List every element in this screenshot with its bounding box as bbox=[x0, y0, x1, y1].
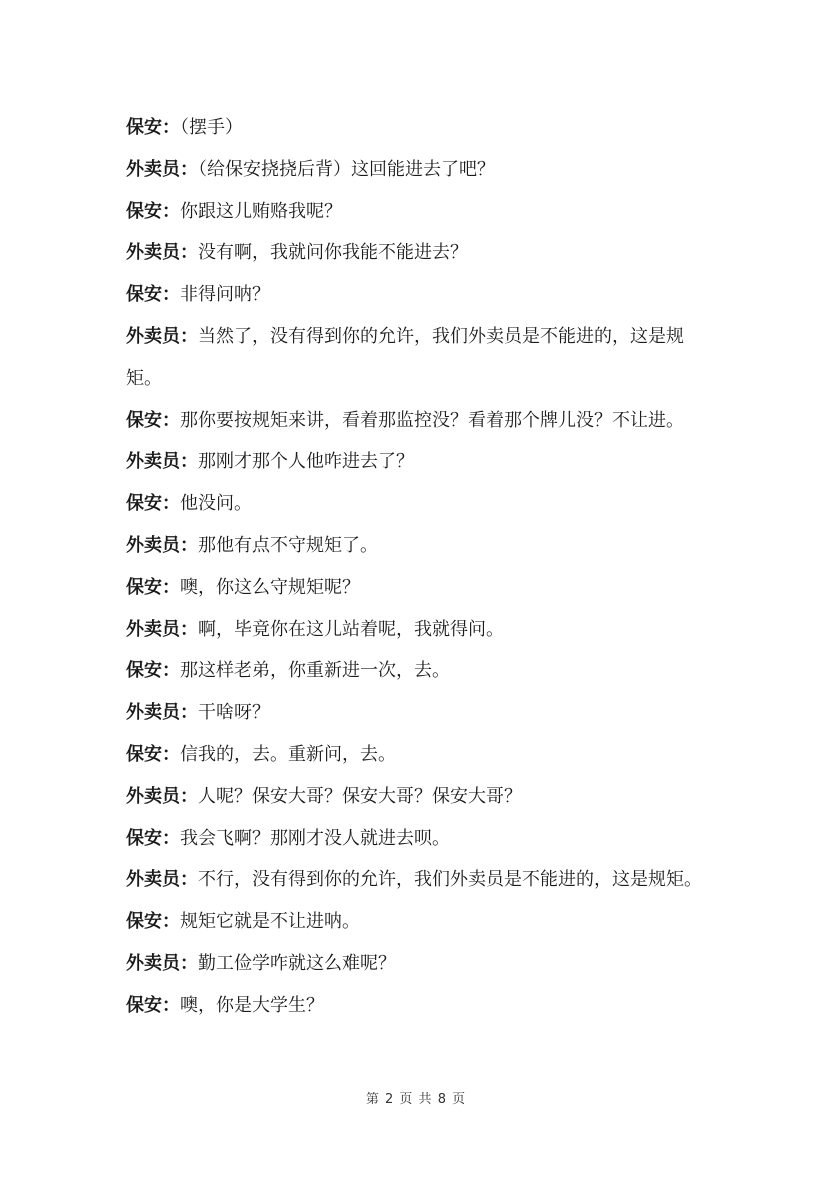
page-number-footer: 第 2 页 共 8 页 bbox=[365, 1092, 467, 1107]
dialogue-line bbox=[126, 650, 716, 692]
speaker-label: 外卖员： bbox=[126, 952, 198, 974]
dialogue-line bbox=[126, 232, 716, 274]
speaker-label: 外卖员： bbox=[126, 158, 198, 180]
line-text: 那这样老弟，你重新进一次，去。 bbox=[180, 660, 450, 682]
dialogue-line bbox=[126, 818, 716, 860]
speaker-label: 外卖员： bbox=[126, 785, 198, 807]
speaker-label: 外卖员： bbox=[126, 534, 198, 556]
speaker-label: 保安： bbox=[126, 743, 180, 765]
speaker-label: 外卖员： bbox=[126, 242, 198, 264]
speaker-label: 保安： bbox=[126, 994, 180, 1016]
dialogue-line bbox=[126, 734, 716, 776]
dialogue-line bbox=[126, 149, 716, 191]
dialogue-line bbox=[126, 609, 716, 651]
speaker-label: 外卖员： bbox=[126, 451, 198, 473]
dialogue-line bbox=[126, 692, 716, 734]
dialogue-line bbox=[126, 107, 716, 149]
dialogue-line bbox=[126, 943, 716, 985]
dialogue-line bbox=[126, 776, 716, 818]
dialogue-line bbox=[126, 483, 716, 525]
line-text: 不行，没有得到你的允许，我们外卖员是不能进的，这是规矩。 bbox=[198, 869, 702, 891]
line-text: （给保安挠挠后背）这回能进去了吧？ bbox=[198, 158, 495, 180]
line-text: 没有啊，我就问你我能不能进去？ bbox=[198, 242, 468, 264]
line-text: 那刚才那个人他咋进去了？ bbox=[198, 451, 414, 473]
speaker-label: 保安： bbox=[126, 409, 180, 431]
line-text: 非得问呐？ bbox=[180, 284, 270, 306]
speaker-label: 保安： bbox=[126, 827, 180, 849]
line-text: （摆手） bbox=[180, 117, 243, 138]
dialogue-line bbox=[126, 191, 716, 233]
speaker-label: 外卖员： bbox=[126, 618, 198, 640]
dialogue-line bbox=[126, 901, 716, 943]
speaker-label: 保安： bbox=[126, 117, 180, 138]
line-text: 他没问。 bbox=[180, 493, 252, 515]
dialogue-line bbox=[126, 400, 716, 442]
dialogue-line bbox=[126, 567, 716, 609]
speaker-label: 保安： bbox=[126, 284, 180, 306]
dialogue-line bbox=[126, 985, 716, 1027]
dialogue-line bbox=[126, 525, 716, 567]
line-text: 你跟这儿贿赂我呢？ bbox=[180, 200, 342, 222]
dialogue-line bbox=[126, 441, 716, 483]
speaker-label: 保安： bbox=[126, 493, 180, 515]
speaker-label: 保安： bbox=[126, 200, 180, 222]
speaker-label: 外卖员： bbox=[126, 869, 198, 891]
line-text: 那你要按规矩来讲，看着那监控没？看着那个牌儿没？不让进。 bbox=[180, 409, 684, 431]
speaker-label: 保安： bbox=[126, 576, 180, 598]
line-text: 规矩它就是不让进呐。 bbox=[180, 911, 360, 933]
line-text: 勤工俭学咋就这么难呢？ bbox=[198, 952, 396, 974]
speaker-label: 保安： bbox=[126, 660, 180, 682]
speaker-label: 外卖员： bbox=[126, 702, 198, 724]
line-text: 当然了，没有得到你的允许，我们外卖员是不能进的，这是规矩。 bbox=[126, 325, 684, 389]
line-text: 人呢？保安大哥？保安大哥？保安大哥？ bbox=[198, 785, 522, 807]
dialogue-body bbox=[126, 107, 716, 1027]
line-text: 啊，毕竟你在这儿站着呢，我就得问。 bbox=[198, 618, 504, 640]
line-text: 干啥呀？ bbox=[198, 702, 270, 724]
dialogue-line bbox=[126, 316, 716, 400]
line-text: 信我的，去。重新问，去。 bbox=[180, 743, 396, 765]
line-text: 那他有点不守规矩了。 bbox=[198, 534, 378, 556]
speaker-label: 保安： bbox=[126, 911, 180, 933]
speaker-label: 外卖员： bbox=[126, 325, 198, 347]
line-text: 我会飞啊？那刚才没人就进去呗。 bbox=[180, 827, 450, 849]
line-text: 噢，你这么守规矩呢？ bbox=[180, 576, 360, 598]
line-text: 噢，你是大学生？ bbox=[180, 994, 324, 1016]
dialogue-line bbox=[126, 274, 716, 316]
dialogue-line bbox=[126, 859, 716, 901]
